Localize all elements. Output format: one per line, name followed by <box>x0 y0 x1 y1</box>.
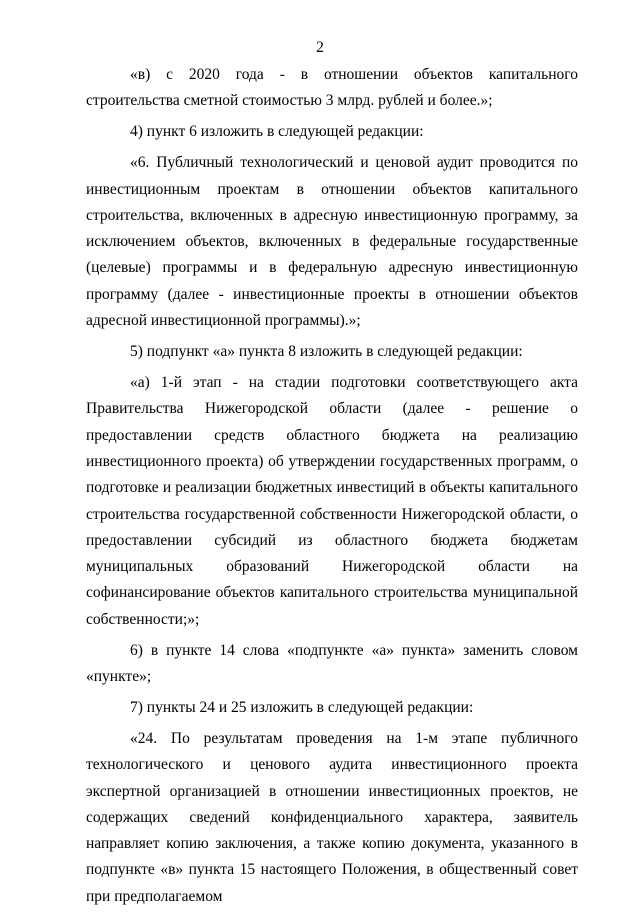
paragraph-item-5: 5) подпункт «а» пункта 8 изложить в следующей редакции: <box>130 343 523 361</box>
document-body <box>86 62 578 915</box>
paragraph-item-6: 6) в пункте 14 слова «подпункте «а» пункта» заменить словом «пункте»; <box>86 641 578 685</box>
paragraph-point-6: «6. Публичный технологический и ценовой аудит проводится по инвестиционным проектам в отношении объектов капитального строительства, включенных в адресную инвестиционную программу, за исключением объектов, включенных в федеральные государственные (целевые) программы и в федеральную адресную инвестиционную программу (далее - инвестиционные проекты в отношении объектов адресной инвестиционной программы).»; <box>86 154 578 330</box>
paragraph-item-4: 4) пункт 6 изложить в следующей редакции: <box>130 123 424 141</box>
paragraph-item-7: 7) пункты 24 и 25 изложить в следующей редакции: <box>130 698 474 716</box>
paragraph-item-3v: «в) с 2020 года - в отношении объектов капитального строительства сметной стоимостью 3 млрд. рублей и более.»; <box>86 66 578 110</box>
paragraph-subpoint-a: «а) 1-й этап - на стадии подготовки соответствующего акта Правительства Нижегородской области (далее - решение о предоставлении средств областного бюджета на реализацию инвестиционного проекта) об утверждении государственных программ, о подготовке и реализации бюджетных инвестиций в объекты капитального строительства государственной собственности Нижегородской области, о предоставлении субсидий из областного бюджета бюджетам муниципальных образований Нижегородской области на софинансирование объектов капитального строительства муниципальной собственности;»; <box>86 374 578 628</box>
paragraph-point-24: «24. По результатам проведения на 1-м этапе публичного технологического и ценового аудита инвестиционного проекта экспертной организацией в отношении инвестиционных проектов, не содержащих сведений конфиденциального характера, заявитель направляет копию заключения, а также копию документа, указанного в подпункте «в» пункта 15 настоящего Положения, в общественный совет при предполагаемом <box>86 729 578 905</box>
page-number: 2 <box>316 39 324 56</box>
